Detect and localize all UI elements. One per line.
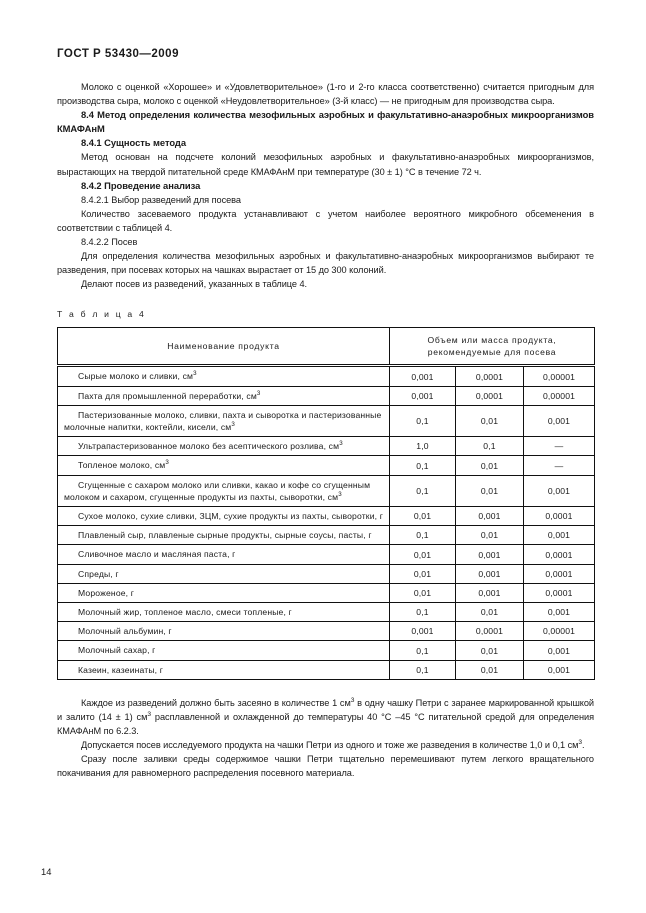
seeding-dilutions-paragraph: Делают посев из разведений, указанных в таблице 4. [81,279,308,290]
cell-dilution-2: 0,001 [456,545,524,564]
cell-dilution-1: 0,01 [390,583,456,602]
cell-dilution-2: 0,001 [456,564,524,583]
header-product-name: Наименование продукта [58,328,390,366]
section-heading-8-4: 8.4 Метод определения количества мезофильных аэробных и факультативно-анаэробных микроорганизмов КМАФАнМ [57,109,594,135]
cell-dilution-1: 0,1 [390,641,456,660]
table-row [58,583,595,602]
table-row [58,660,595,679]
dilution-choice-paragraph: Количество засеваемого продукта устанавливают с учетом наиболее вероятного микробного обсеменения в соответствии с таблицей 4. [57,208,594,233]
mixing-paragraph: Сразу после заливки среды содержимое чашки Петри тщательно перемешивают путем легкого вращательного покачивания для равномерного распределения посевного материала. [57,754,594,779]
cell-dilution-2: 0,01 [456,660,524,679]
cell-product-name: Пахта для промышленной переработки, $см^3$ [58,386,390,405]
table-header-row [58,328,595,366]
cell-dilution-1: 0,01 [390,545,456,564]
table-row [58,475,595,506]
cell-product-name: Топленое молоко, $см^3$ [58,456,390,475]
petri-dish-paragraph: Каждое из разведений должно быть засеяно в количестве 1 $см^3$ в одну чашку Петри с заранее маркированной крышкой и залито (14 ± 1) $см^3$ расплавленной и охлажденной до температуры 40 °С –45 °С питательной средой для определения КМАФАнМ по 6.2.3. [57,696,594,737]
standard-number-header: ГОСТ Р 53430—2009 [57,48,179,60]
cell-dilution-1: 0,1 [390,405,456,436]
cell-product-name: Плавленый сыр, плавленые сырные продукты, сырные соусы, пасты, г [58,526,390,545]
section-heading-8-4-2: 8.4.2 Проведение анализа [81,179,201,191]
cell-product-name: Молочный жир, топленое масло, смеси топленые, г [58,603,390,622]
cell-dilution-2: 0,0001 [456,366,524,386]
cell-product-name: Молочный сахар, г [58,641,390,660]
cell-dilution-2: 0,0001 [456,622,524,641]
table-row [58,507,595,526]
cell-dilution-2: 0,01 [456,526,524,545]
cell-dilution-1: 0,001 [390,622,456,641]
cell-product-name: Сырые молоко и сливки, $см^3$ [58,366,390,386]
cell-dilution-3: 0,0001 [524,545,595,564]
section-heading-8-4-1: 8.4.1 Сущность метода [81,137,186,149]
cell-dilution-2: 0,01 [456,456,524,475]
table-row [58,437,595,456]
cell-dilution-2: 0,01 [456,405,524,436]
table-row [58,526,595,545]
cell-dilution-3: 0,0001 [524,507,595,526]
cell-product-name: Спреды, г [58,564,390,583]
cell-product-name: Казеин, казеинаты, г [58,660,390,679]
paragraphs-after-table [57,680,594,781]
cell-dilution-1: 0,01 [390,507,456,526]
cell-dilution-2: 0,001 [456,583,524,602]
section-heading-8-4-2-1: 8.4.2.1 Выбор разведений для посева [81,194,241,205]
cell-dilution-3: 0,00001 [524,366,595,386]
table-head [58,328,595,366]
allowed-seeding-paragraph: Допускается посев исследуемого продукта на чашки Петри из одного и тоже же разведения в количестве 1,0 и 0,1 $см^3$. [81,739,585,751]
cell-dilution-1: 0,1 [390,603,456,622]
cell-dilution-3: 0,0001 [524,564,595,583]
cell-dilution-1: 1,0 [390,437,456,456]
table-body [58,366,595,679]
intro-paragraph: Молоко с оценкой «Хорошее» и «Удовлетворительное» (1-го и 2-го класса соответственно) считается пригодным для производства сыра, молоко с оценкой «Неудовлетворительное» (3-й класс) — не пригодным для производства сыра. [57,82,594,107]
cell-dilution-2: 0,0001 [456,386,524,405]
cell-dilution-2: 0,01 [456,641,524,660]
cell-dilution-3: 0,0001 [524,583,595,602]
page-content [57,80,594,780]
dilution-table [57,327,595,679]
cell-product-name: Сгущенные с сахаром молоко или сливки, какао и кофе со сгущенным молоком и сахаром, сгущенные продукты из пахты, сыворотки, $см^3$ [58,475,390,506]
cell-dilution-3: — [524,437,595,456]
seeding-paragraph: Для определения количества мезофильных аэробных и факультативно-анаэробных микроорганизмов выбирают те разведения, при посевах которых на чашках вырастает от 15 до 300 колоний. [57,251,594,276]
method-essence-paragraph: Метод основан на подсчете колоний мезофильных аэробных и факультативно-анаэробных микроорганизмов, вырастающих на твердой питательной среде КМАФАнМ при температуре (30 ± 1) °С в течение 72 ч. [57,152,594,177]
cell-product-name: Сливочное масло и масляная паста, г [58,545,390,564]
cell-product-name: Мороженое, г [58,583,390,602]
table-row [58,545,595,564]
table-caption: Т а б л и ц а 4 [57,309,146,320]
cell-dilution-1: 0,1 [390,475,456,506]
cell-dilution-3: 0,00001 [524,622,595,641]
cell-product-name: Молочный альбумин, г [58,622,390,641]
table-row [58,366,595,386]
cell-dilution-3: 0,001 [524,405,595,436]
cell-dilution-3: 0,001 [524,603,595,622]
cell-dilution-3: 0,001 [524,526,595,545]
cell-product-name: Сухое молоко, сухие сливки, ЗЦМ, сухие продукты из пахты, сыворотки, г [58,507,390,526]
table-row [58,405,595,436]
cell-dilution-1: 0,1 [390,660,456,679]
cell-dilution-1: 0,001 [390,386,456,405]
cell-dilution-3: 0,001 [524,660,595,679]
table-row [58,386,595,405]
cell-product-name: Ультрапастеризованное молоко без асептического розлива, $см^3$ [58,437,390,456]
cell-dilution-3: 0,00001 [524,386,595,405]
cell-dilution-2: 0,01 [456,603,524,622]
cell-dilution-1: 0,1 [390,456,456,475]
paragraphs-before-table [57,80,594,291]
section-heading-8-4-2-2: 8.4.2.2 Посев [81,237,138,248]
cell-dilution-1: 0,001 [390,366,456,386]
cell-dilution-2: 0,001 [456,507,524,526]
cell-dilution-1: 0,01 [390,564,456,583]
page-number: 14 [41,866,52,877]
table-row [58,456,595,475]
table-row [58,622,595,641]
cell-dilution-2: 0,01 [456,475,524,506]
cell-dilution-3: 0,001 [524,641,595,660]
header-volume-mass: Объем или масса продукта, рекомендуемые для посева [390,328,595,366]
cell-dilution-3: 0,001 [524,475,595,506]
cell-dilution-2: 0,1 [456,437,524,456]
cell-product-name: Пастеризованные молоко, сливки, пахта и сыворотка и пастеризованные молочные напитки, коктейли, кисели, $см^3$ [58,405,390,436]
cell-dilution-1: 0,1 [390,526,456,545]
cell-dilution-3: — [524,456,595,475]
table-row [58,641,595,660]
table-row [58,603,595,622]
table-row [58,564,595,583]
